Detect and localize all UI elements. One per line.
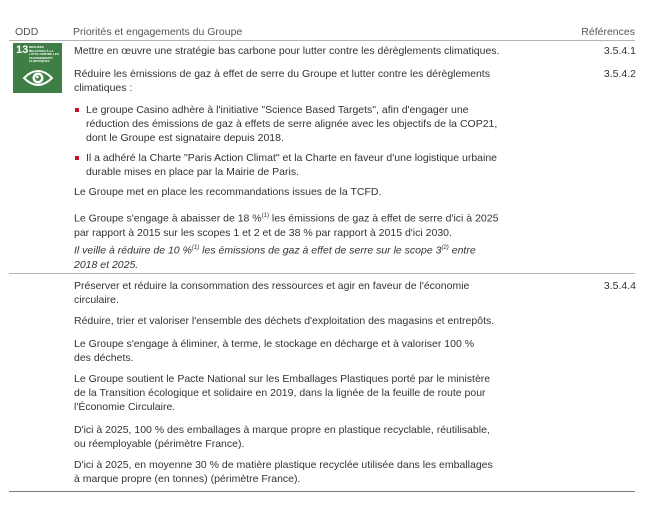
header-priorities: Priorités et engagements du Groupe xyxy=(73,26,243,38)
sdg-number: 13 xyxy=(16,44,29,56)
commitment-reduce-ghg: Réduire les émissions de gaz à effet de serre du Groupe et lutter contre les dérèglements climatiques : xyxy=(74,68,490,94)
row-divider xyxy=(9,273,635,274)
ref-3542: 3.5.4.2 xyxy=(603,68,636,80)
table-bottom-border xyxy=(9,491,635,492)
ref-3541: 3.5.4.1 xyxy=(603,45,636,57)
paragraph-recyclable-packaging: D'ici à 2025, 100 % des emballages à marque propre en plastique recyclable, réutilisable, ou réemployable (périmètre France). xyxy=(74,424,490,450)
ref-3544: 3.5.4.4 xyxy=(603,280,636,292)
sdg-label: MESURES RELATIVES À LA LUTTE CONTRE LES CHANGEMENTS CLIMATIQUES xyxy=(29,45,59,64)
commitment-low-carbon: Mettre en œuvre une stratégie bas carbone pour lutter contre les dérèglements climatiques. xyxy=(74,45,500,57)
paragraph-recycled-plastic: D'ici à 2025, en moyenne 30 % de matière plastique recyclée utilisée dans les emballages à marque propre (en tonnes) (périmètre France). xyxy=(74,459,493,485)
paragraph-waste-sorting: Réduire, trier et valoriser l'ensemble des déchets d'exploitation des magasins et entrepôts. xyxy=(74,315,495,327)
paragraph-scope3: Il veille à réduire de 10 %$^{(1)}$ les émissions de gaz à effet de serre sur le scope 3$^{(2)}$ entre 2018 et 2025. xyxy=(74,244,476,271)
bullet-sbt: Le groupe Casino adhère à l'initiative "Science Based Targets", afin d'engager une réduction des émissions de gaz à effets de serre alignée avec les objectifs de la COP21, dont le Groupe est signataire depuis 2018. xyxy=(74,103,556,145)
paragraph-tcfd: Le Groupe met en place les recommandations issues de la TCFD. xyxy=(74,186,382,198)
header-references: Références xyxy=(581,26,635,38)
header-odd: ODD xyxy=(15,26,39,38)
commitment-circular-economy: Préserver et réduire la consommation des ressources et agir en faveur de l'économie circulaire. xyxy=(74,280,470,306)
sdg-13-logo xyxy=(13,43,62,93)
paragraph-landfill: Le Groupe s'engage à éliminer, à terme, le stockage en décharge et à valoriser 100 % des déchets. xyxy=(74,338,475,364)
bullet-paris-charter: Il a adhéré la Charte "Paris Action Climat" et la Charte en faveur d'une logistique urbaine durable mises en place par la Mairie de Paris. xyxy=(74,151,556,179)
paragraph-plastics-pact: Le Groupe soutient le Pacte National sur les Emballages Plastiques porté par le ministère de la Transition écologique et solidaire en 2019, dans la lignée de la feuille de route pour l'Économie Circulaire. xyxy=(74,373,491,413)
table-header xyxy=(9,24,635,41)
eye-earth-icon xyxy=(23,68,53,88)
paragraph-scope12: Le Groupe s'engage à abaisser de 18 %$^{(1)}$ les émissions de gaz à effet de serre d'ici à 2025 par rapport à 2015 sur les scopes 1 et 2 et de 38 % par rapport à 2015 d'ici 2030. xyxy=(74,212,499,239)
